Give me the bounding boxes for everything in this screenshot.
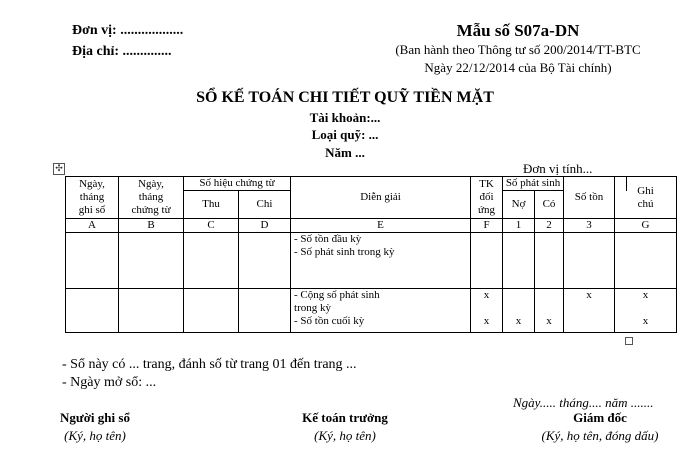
cell-balance-x[interactable] <box>564 289 615 333</box>
header-balance: Số tồn <box>564 177 615 219</box>
column-code-row <box>66 219 677 233</box>
code-3: 3 <box>564 219 615 233</box>
row-label-closing: - Số tồn cuối kỳ <box>294 315 365 327</box>
header-contra-account: TK đối ứng <box>471 177 503 219</box>
open-date-note: - Ngày mở sổ: ... <box>62 375 157 390</box>
row-label-opening: - Số tồn đầu kỳ <box>294 233 362 245</box>
code-a: A <box>66 219 119 233</box>
header-note: Ghi chú <box>615 177 677 219</box>
header-document-date: Ngày, tháng chứng từ <box>119 177 184 219</box>
unit-field: Đơn vị: .................. <box>72 23 184 38</box>
cell-note-x[interactable] <box>615 289 677 333</box>
code-d: D <box>239 219 291 233</box>
account-field: Tài khoản:... <box>309 110 381 125</box>
cell-payment[interactable] <box>239 289 291 333</box>
fund-type-field: Loại quỹ: ... <box>311 127 379 142</box>
issued-by-line-2: Ngày 22/12/2014 của Bộ Tài chính) <box>424 60 612 75</box>
cell-record-date[interactable] <box>66 233 119 289</box>
chief-accountant-sign: (Ký, họ tên) <box>314 428 376 443</box>
header-arising: Số phát sinh <box>503 177 564 191</box>
ledger-table <box>65 176 677 333</box>
recorder-sign: (Ký, họ tên) <box>64 428 126 443</box>
cell-credit[interactable] <box>535 233 564 289</box>
cell-description-opening[interactable] <box>291 233 471 289</box>
cell-note[interactable] <box>615 233 677 289</box>
header-receipt: Thu <box>184 191 239 219</box>
x-mark: x <box>546 315 552 327</box>
cell-record-date[interactable] <box>66 289 119 333</box>
code-c: C <box>184 219 239 233</box>
header-debit: Nợ <box>503 191 535 219</box>
cell-receipt[interactable] <box>184 289 239 333</box>
cell-credit-x[interactable] <box>535 289 564 333</box>
x-mark: x <box>642 315 649 327</box>
x-mark: x <box>483 315 490 327</box>
cell-description-totals[interactable] <box>291 289 471 333</box>
chief-accountant-title: Kế toán trưởng <box>302 410 388 425</box>
cell-receipt[interactable] <box>184 233 239 289</box>
row-label-arising: - Số phát sinh trong kỳ <box>294 246 395 258</box>
x-mark: x <box>642 289 649 301</box>
cell-contra-account[interactable] <box>471 233 503 289</box>
director-sign: (Ký, họ tên, đóng dấu) <box>541 428 659 443</box>
code-b: B <box>119 219 184 233</box>
cell-contra-x[interactable] <box>471 289 503 333</box>
director-title: Giám đốc <box>573 410 627 425</box>
header-description: Diễn giải <box>291 177 471 219</box>
x-mark: x <box>483 289 490 301</box>
cell-balance[interactable] <box>564 233 615 289</box>
table-row <box>66 289 677 333</box>
code-f: F <box>471 219 503 233</box>
page-count-note: - Sổ này có ... trang, đánh số từ trang 01 đến trang ... <box>62 357 357 372</box>
code-1: 1 <box>503 219 535 233</box>
issued-by-line-1: (Ban hành theo Thông tư số 200/2014/TT-BTC <box>395 42 641 57</box>
cell-document-date[interactable] <box>119 289 184 333</box>
unit-of-measure-label: Đơn vị tính... <box>523 161 593 176</box>
date-line: Ngày..... tháng.... năm ....... <box>513 395 654 410</box>
x-mark: x <box>586 289 592 301</box>
cell-debit[interactable] <box>503 233 535 289</box>
page-title: SỔ KẾ TOÁN CHI TIẾT QUỸ TIỀN MẶT <box>196 89 494 106</box>
row-label-total-cont: trong kỳ <box>294 302 331 314</box>
cell-payment[interactable] <box>239 233 291 289</box>
code-e: E <box>291 219 471 233</box>
header-credit: Có <box>535 191 564 219</box>
address-field: Địa chỉ: .............. <box>72 44 172 59</box>
table-resize-handle-icon[interactable] <box>625 337 633 345</box>
table-row <box>66 233 677 289</box>
recorder-title: Người ghi sổ <box>60 410 130 425</box>
year-field: Năm ... <box>325 145 365 160</box>
header-payment: Chi <box>239 191 291 219</box>
form-code: Mẫu số S07a-DN <box>456 21 580 40</box>
code-g: G <box>615 219 677 233</box>
cell-document-date[interactable] <box>119 233 184 289</box>
table-move-icon[interactable]: ✣ <box>53 163 65 175</box>
x-mark: x <box>515 315 522 327</box>
header-document-number: Số hiệu chứng từ <box>184 177 291 191</box>
header-record-date: Ngày, tháng ghi sổ <box>66 177 119 219</box>
cell-debit-x[interactable] <box>503 289 535 333</box>
code-2: 2 <box>535 219 564 233</box>
row-label-total: - Cộng số phát sinh <box>294 289 380 301</box>
